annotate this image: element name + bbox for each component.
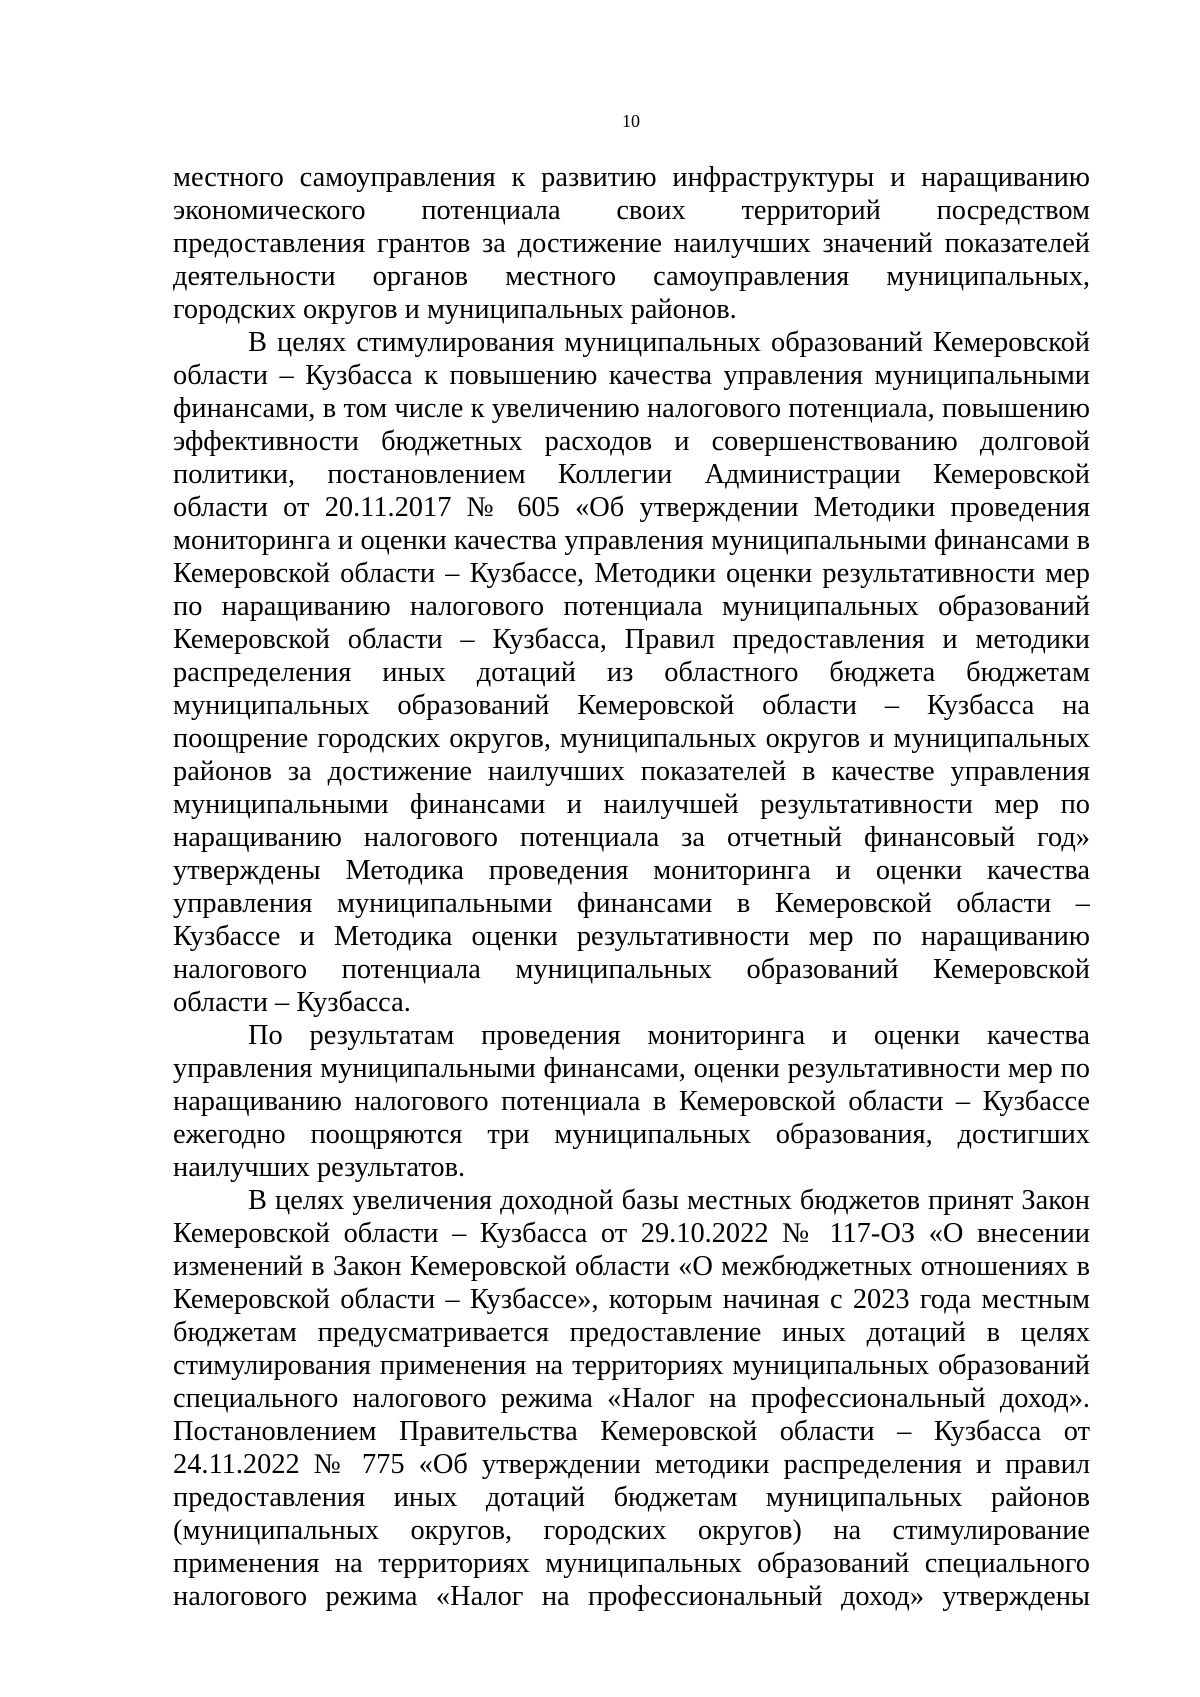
text-line: районов за достижение наилучших показателей в качестве управления (173, 756, 1090, 787)
text-line: управления муниципальными финансами в Кемеровской области – (173, 888, 1090, 919)
text-line: предоставления иных дотаций бюджетам муниципальных районов (173, 1482, 1090, 1513)
text-line: муниципальными финансами и наилучшей результативности мер по (173, 789, 1090, 820)
text-line: налогового режима «Налог на профессиональный доход» утверждены (173, 1581, 1090, 1612)
text-line: управления муниципальными финансами, оценки результативности мер по (173, 1053, 1090, 1084)
text-line: 24.11.2022 № 775 «Об утверждении методики распределения и правил (173, 1449, 1090, 1480)
text-line: Кемеровской области – Кузбасса, Правил предоставления и методики (173, 624, 1090, 655)
text-line: финансами, в том числе к увеличению налогового потенциала, повышению (173, 393, 1090, 424)
text-line: мониторинга и оценки качества управления муниципальными финансами в (173, 525, 1090, 556)
text-line: распределения иных дотаций из областного бюджета бюджетам (173, 657, 1090, 688)
text-line: наилучших результатов. (173, 1152, 466, 1183)
text-line: ежегодно поощряются три муниципальных образования, достигших (173, 1119, 1090, 1150)
text-line: налогового потенциала муниципальных образований Кемеровской (173, 954, 1090, 985)
text-line: муниципальных образований Кемеровской области – Кузбасса на (173, 690, 1090, 721)
body-text (173, 161, 1090, 1613)
text-line: Постановлением Правительства Кемеровской области – Кузбасса от (173, 1416, 1090, 1447)
text-line: области – Кузбасса к повышению качества управления муниципальными (173, 360, 1090, 391)
paragraph-first-line: По результатам проведения мониторинга и оценки качества (248, 1020, 1090, 1051)
text-line: предоставления грантов за достижение наилучших значений показателей (173, 228, 1090, 259)
text-line: (муниципальных округов, городских округов) на стимулирование (173, 1515, 1090, 1546)
text-line: наращиванию налогового потенциала в Кемеровской области – Кузбассе (173, 1086, 1090, 1117)
text-line: местного самоуправления к развитию инфраструктуры и наращиванию (173, 162, 1090, 193)
text-line: стимулирования применения на территориях муниципальных образований (173, 1350, 1090, 1381)
paragraph-first-line: В целях стимулирования муниципальных образований Кемеровской (248, 327, 1090, 358)
text-line: утверждены Методика проведения мониторинга и оценки качества (173, 855, 1090, 886)
text-line: по наращиванию налогового потенциала муниципальных образований (173, 591, 1090, 622)
text-line: области от 20.11.2017 № 605 «Об утверждении Методики проведения (173, 492, 1090, 523)
text-line: Кемеровской области – Кузбассе, Методики оценки результативности мер (173, 558, 1090, 589)
text-line: Кемеровской области – Кузбасса от 29.10.2022 № 117-ОЗ «О внесении (173, 1218, 1090, 1249)
text-line: деятельности органов местного самоуправления муниципальных, (173, 261, 1090, 292)
text-line: городских округов и муниципальных районов. (173, 294, 737, 325)
text-line: применения на территориях муниципальных образований специального (173, 1548, 1090, 1579)
page-number: 10 (622, 111, 640, 131)
text-line: поощрение городских округов, муниципальных округов и муниципальных (173, 723, 1090, 754)
text-line: наращиванию налогового потенциала за отчетный финансовый год» (173, 822, 1090, 853)
paragraph-first-line: В целях увеличения доходной базы местных бюджетов принят Закон (248, 1185, 1090, 1216)
text-line: Кемеровской области – Кузбассе», которым начиная с 2023 года местным (173, 1284, 1090, 1315)
text-line: области – Кузбасса. (173, 987, 411, 1018)
text-line: бюджетам предусматривается предоставление иных дотаций в целях (173, 1317, 1090, 1348)
text-line: изменений в Закон Кемеровской области «О межбюджетных отношениях в (173, 1251, 1090, 1282)
text-line: эффективности бюджетных расходов и совершенствованию долговой (173, 426, 1090, 457)
text-line: Кузбассе и Методика оценки результативности мер по наращиванию (173, 921, 1090, 952)
text-line: специального налогового режима «Налог на профессиональный доход». (173, 1383, 1090, 1414)
text-line: политики, постановлением Коллегии Администрации Кемеровской (173, 459, 1090, 490)
text-line: экономического потенциала своих территорий посредством (173, 195, 1090, 226)
